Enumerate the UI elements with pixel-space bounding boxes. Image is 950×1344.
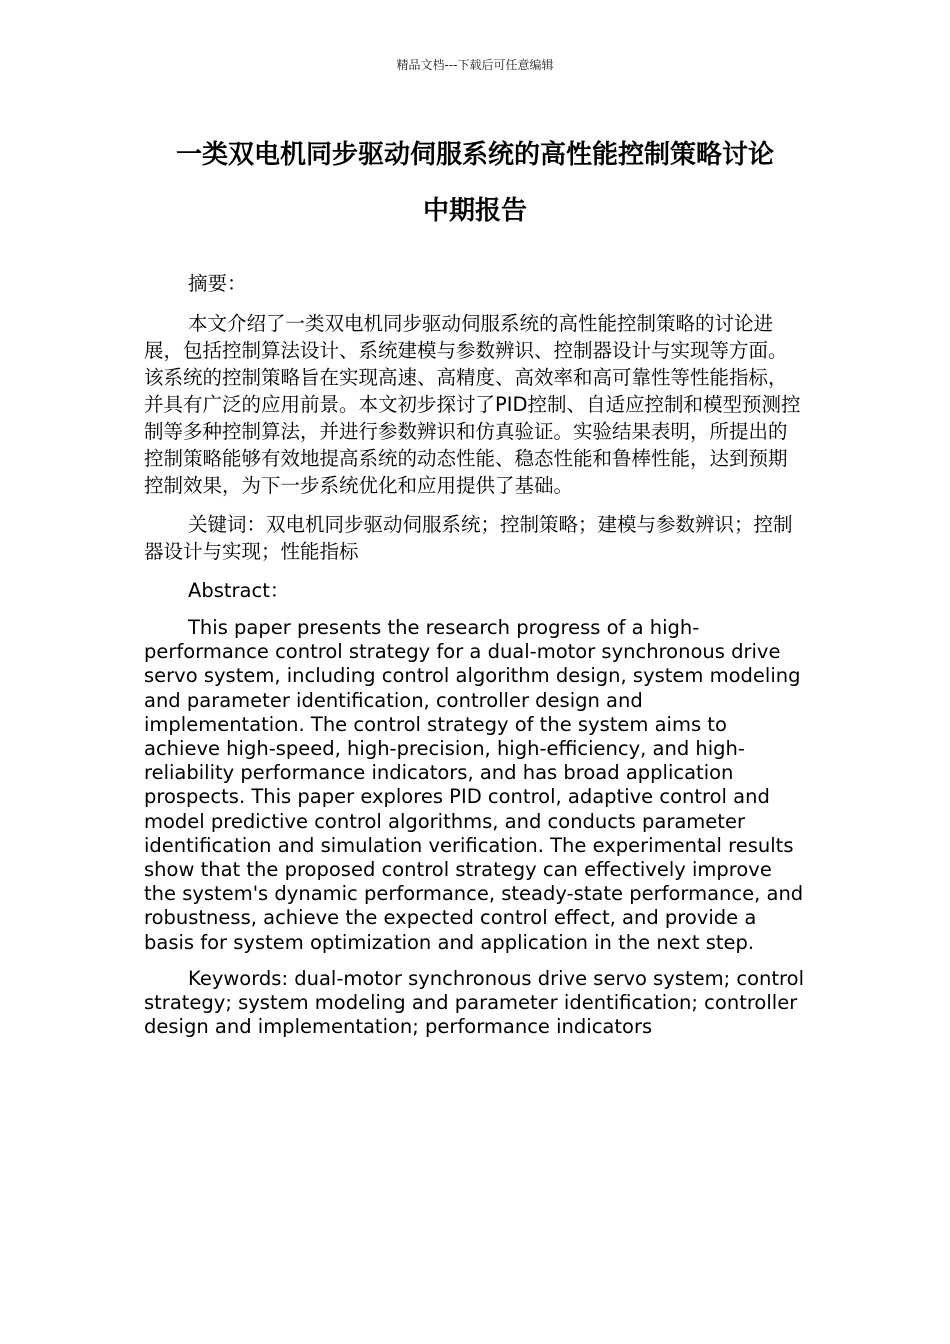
- abstract-en-body: This paper presents the research progress of a high-performance control strategy for a dual-motor synchronous drive servo system, including control algorithm design, system modeling and parameter identification, controller design and implementation. The control strategy of the system aims to achieve high-speed, high-precision, high-efficiency, and high-reliability performance indicators, and has broad application prospects. This paper explores PID control, adaptive control and model predictive control algorithms, and conducts parameter identification and simulation verification. The experimental results show that the proposed control strategy can effectively improve the system's dynamic performance, steady-state performance, and robustness, achieve the expected control effect, and provide a basis for system optimization and application in the next step.: [144, 616, 804, 954]
- abstract-en-label: Abstract：: [188, 579, 290, 602]
- keywords-cn: 关键词：双电机同步驱动伺服系统；控制策略；建模与参数辨识；控制器设计与实现；性能指标: [144, 513, 793, 563]
- keywords-en: Keywords: dual-motor synchronous drive servo system; control strategy; system modeling and parameter identification; controller design and implementation; performance indicators: [144, 966, 804, 1039]
- page-header: 精品文档---下载后可任意编辑: [396, 58, 554, 72]
- document-title-line-2: 中期报告: [422, 196, 527, 226]
- document-title-line-1: 一类双电机同步驱动伺服系统的高性能控制策略讨论: [175, 140, 774, 170]
- abstract-cn-body: 本文介绍了一类双电机同步驱动伺服系统的高性能控制策略的讨论进展，包括控制算法设计、系统建模与参数辨识、控制器设计与实现等方面。该系统的控制策略旨在实现高速、高精度、高效率和高可靠性等性能指标，并具有广泛的应用前景。本文初步探讨了PID控制、自适应控制和模型预测控制等多种控制算法，并进行参数辨识和仿真验证。实验结果表明，所提出的控制策略能够有效地提高系统的动态性能、稳态性能和鲁棒性能，达到预期控制效果，为下一步系统优化和应用提供了基础。: [144, 312, 801, 497]
- document-body: [144, 270, 804, 1039]
- abstract-cn-label: 摘要：: [188, 272, 247, 295]
